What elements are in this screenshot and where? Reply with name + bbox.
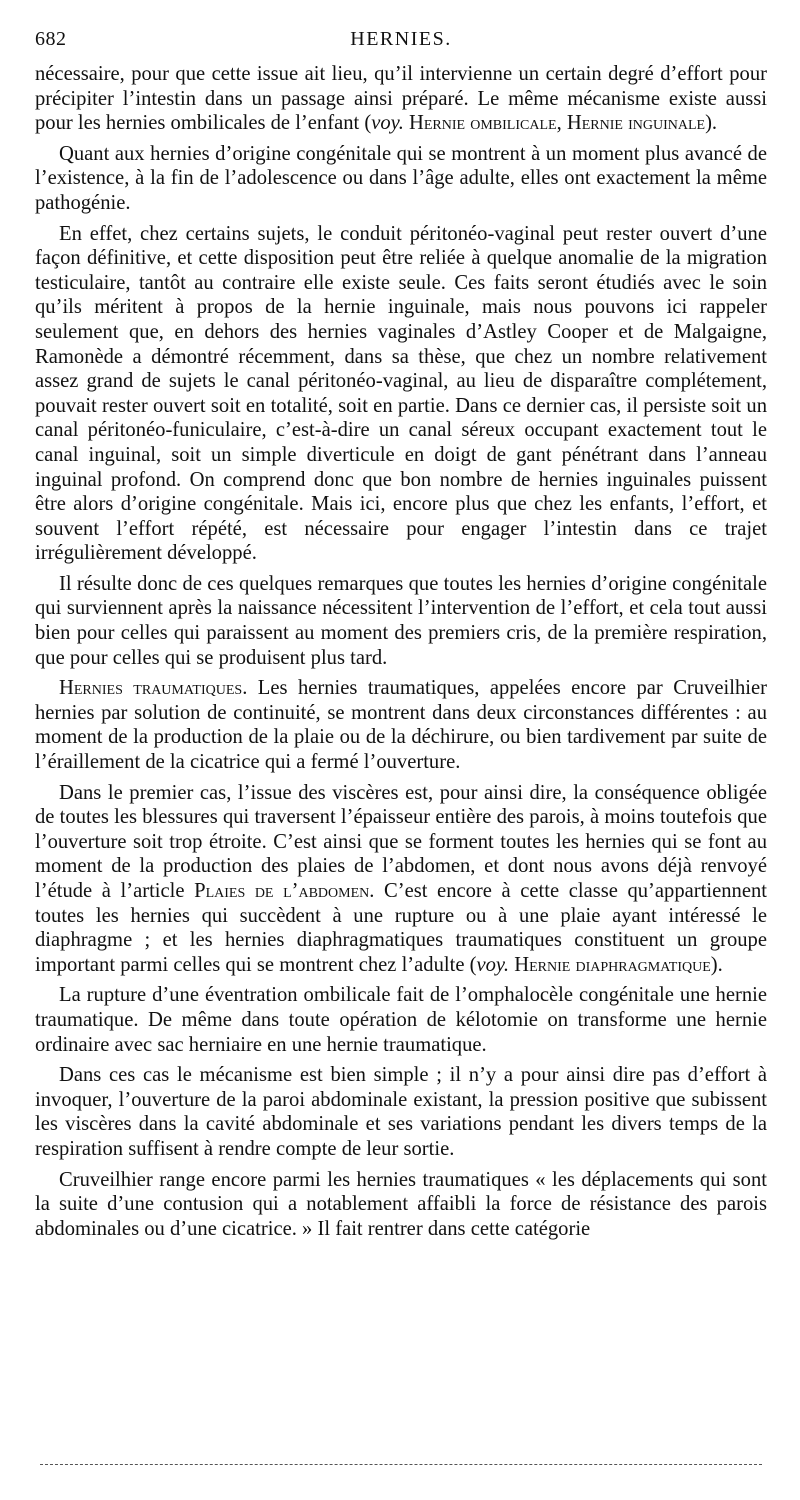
paragraph: nécessaire, pour que cette issue ait lieu, qu’il intervienne un certain degré d’effort pour précipiter l’intestin dans un passage ainsi préparé. Le même mécanisme existe aussi pour les hernies ombilicales de l’enfant (voy. Hernie ombilicale, Hernie inguinale). — [35, 63, 767, 135]
footer-rule — [40, 1464, 762, 1465]
book-page — [35, 28, 767, 1247]
paragraph: Quant aux hernies d’origine congénitale qui se montrent à un moment plus avancé de l’existence, à la fin de l’adolescence ou dans l’âge adulte, elles ont exactement la même pathogénie. — [35, 142, 767, 214]
page-number: 682 — [35, 28, 67, 50]
paragraph: Dans ces cas le mécanisme est bien simple ; il n’y a pour ainsi dire pas d’effort à invoquer, l’ouverture de la paroi abdominale existant, la pression positive que subissent les viscères dans la cavité abdominale et ses variations pendant les divers temps de la respiration suffisent à rendre compte de leur sortie. — [35, 1064, 767, 1160]
paragraph: En effet, chez certains sujets, le conduit péritonéo-vaginal peut rester ouvert d’une façon définitive, et cette disposition peut être reliée à quelque anomalie de la migration testiculaire, tantôt au contraire elle existe seule. Ces faits seront étudiés avec le soin qu’ils méritent à propos de la hernie inguinale, mais nous pouvons ici rappeler seulement que, en dehors des hernies vaginales d’Astley Cooper et de Malgaigne, Ramonède a démontré récemment, dans sa thèse, que chez un nombre relativement assez grand de sujets le canal péritonéo-vaginal, au lieu de disparaître complétement, pouvait rester ouvert soit en totalité, soit en partie. Dans ce dernier cas, il persiste soit un canal péritonéo-funiculaire, c’est-à-dire un canal séreux occupant exactement tout le canal inguinal, soit un simple diverticule en doigt de gant pénétrant dans l’anneau inguinal profond. On comprend donc que bon nombre de hernies inguinales puissent être alors d’origine congénitale. Mais ici, encore plus que chez les enfants, l’effort, et souvent l’effort répété, est nécessaire pour engager l’intestin dans ce trajet irrégulièrement développé. — [35, 222, 767, 565]
paragraph: Cruveilhier range encore parmi les hernies traumatiques « les déplacements qui sont la suite d’une contusion qui a notablement affaibli la force de résistance des parois abdominales ou d’une cicatrice. » Il fait rentrer dans cette catégorie — [35, 1168, 767, 1240]
body-text — [35, 62, 767, 1241]
paragraph: Il résulte donc de ces quelques remarques que toutes les hernies d’origine congénitale qui surviennent après la naissance nécessitent l’intervention de l’effort, et cela tout aussi bien pour celles qui paraissent au moment des premiers cris, de la première respiration, que pour celles qui se produisent plus tard. — [35, 572, 767, 669]
paragraph: La rupture d’une éventration ombilicale fait de l’omphalocèle congénitale une hernie traumatique. De même dans toute opération de kélotomie on transforme une hernie ordinaire avec sac herniaire en une hernie traumatique. — [35, 984, 767, 1056]
paragraph: Hernies traumatiques. Les hernies traumatiques, appelées encore par Cruveilhier hernies par solution de continuité, se montrent dans deux circonstances différentes : au moment de la production de la plaie ou de la déchirure, ou bien tardivement par suite de l’éraillement de la cicatrice qui a fermé l’ouverture. — [35, 677, 767, 774]
running-title: HERNIES. — [350, 28, 452, 50]
page-header — [35, 28, 767, 60]
paragraph: Dans le premier cas, l’issue des viscères est, pour ainsi dire, la conséquence obligée de toutes les blessures qui traversent l’épaisseur entière des parois, à moins toutefois que l’ouverture soit trop étroite. C’est ainsi que se forment toutes les hernies qui se font au moment de la production des plaies de l’abdomen, et dont nous avons déjà renvoyé l’étude à l’article Plaies de l’abdomen. C’est encore à cette classe qu’appartiennent toutes les hernies qui succèdent à une rupture ou à une plaie ayant intéressé le diaphragme ; et les hernies diaphragmatiques traumatiques constituent un groupe important parmi celles qui se montrent chez l’adulte (voy. Hernie diaphragmatique). — [35, 781, 767, 976]
